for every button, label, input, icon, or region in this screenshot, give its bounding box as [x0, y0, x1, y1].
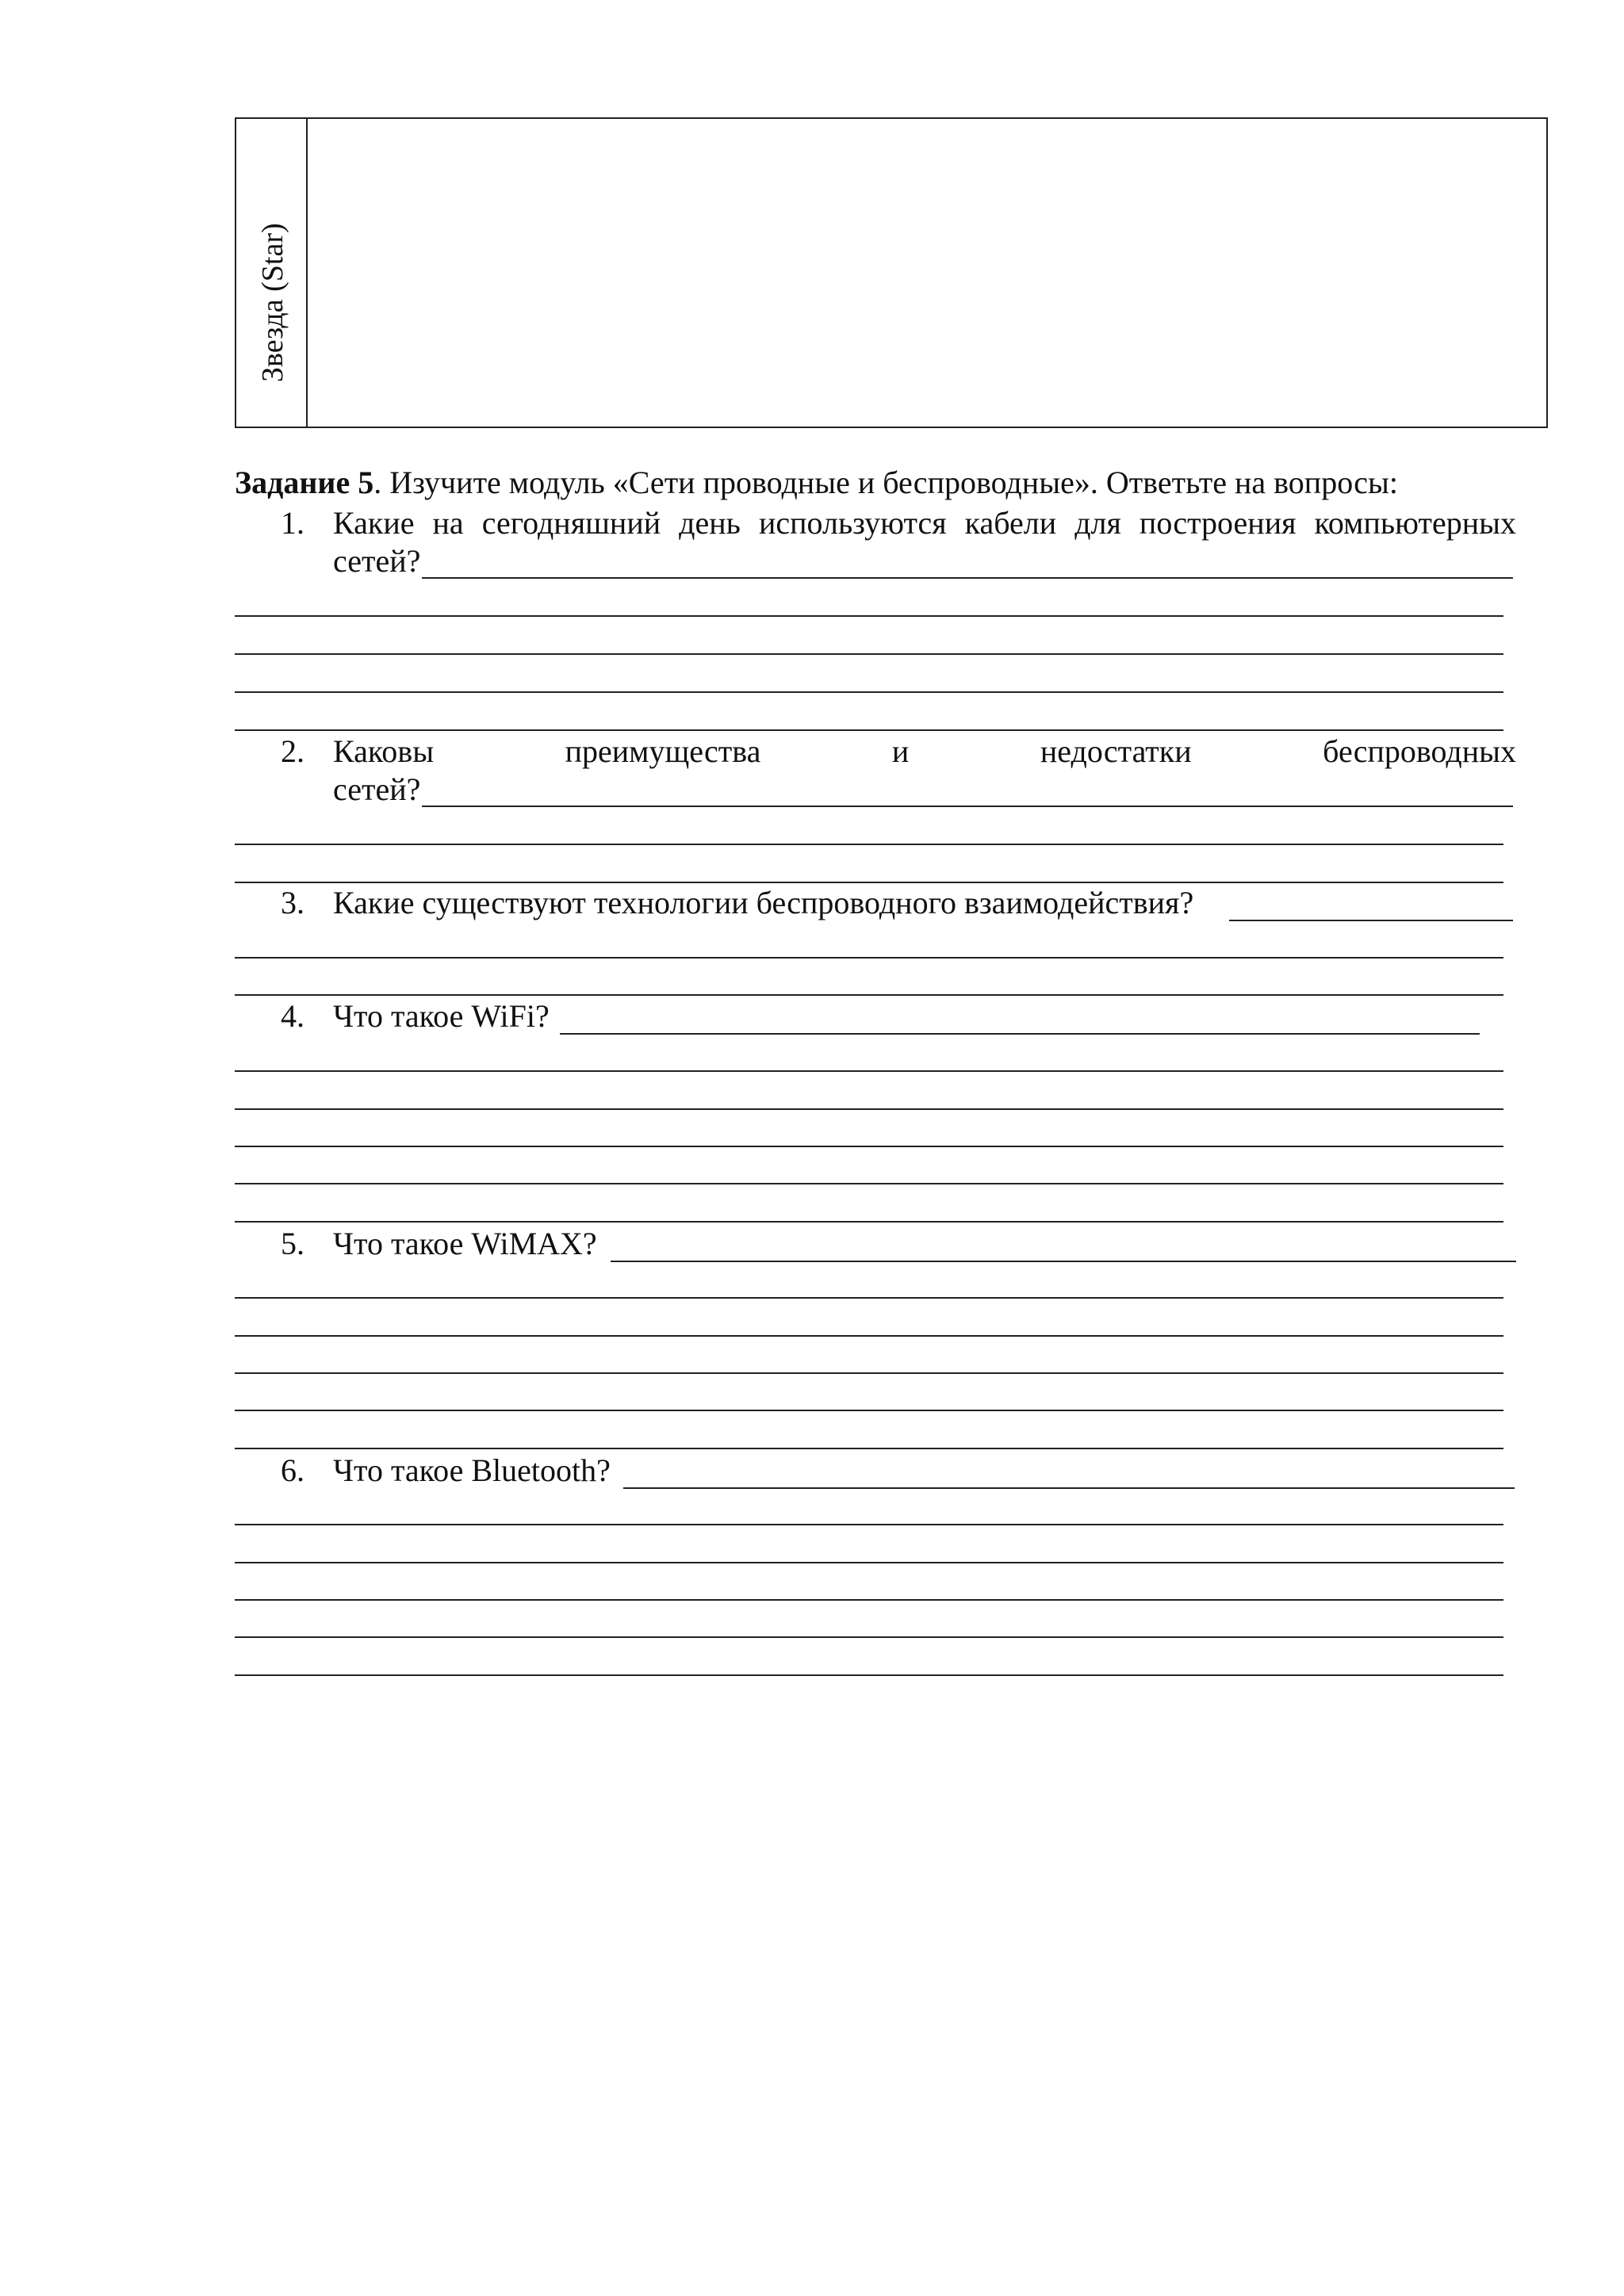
question-3-text: Какие существуют технологии беспроводного взаимодействия?: [333, 885, 1194, 920]
task-number: Задание 5: [235, 465, 374, 500]
answer-line[interactable]: [235, 1108, 1503, 1110]
question-5-number: 5.: [281, 1226, 304, 1261]
q1-word: сегодняшний: [481, 505, 661, 541]
q1-word: кабели: [964, 505, 1057, 541]
q2-word: беспроводных: [1323, 733, 1516, 769]
task-instruction: . Изучите модуль «Сети проводные и беспроводные». Ответьте на вопросы:: [373, 465, 1398, 500]
answer-line[interactable]: [235, 994, 1503, 996]
q1-word: построения: [1139, 505, 1297, 541]
answer-line[interactable]: [235, 1183, 1503, 1184]
q2-word: преимущества: [565, 733, 761, 769]
question-2-line2: сетей?: [333, 771, 421, 807]
task-heading: [235, 464, 1398, 501]
answer-line[interactable]: [235, 1524, 1503, 1525]
answer-line[interactable]: [235, 1221, 1503, 1223]
star-answer-cell[interactable]: [308, 119, 1546, 427]
answer-line[interactable]: [235, 729, 1503, 731]
answer-line[interactable]: [235, 1674, 1503, 1676]
q1-word: Какие: [333, 505, 415, 541]
question-1-line2: сетей?: [333, 543, 421, 579]
q1-word: день: [679, 505, 741, 541]
q2-word: Каковы: [333, 733, 435, 769]
answer-line[interactable]: [235, 653, 1503, 655]
question-4-number: 4.: [281, 998, 304, 1034]
question-5-text: Что такое WiMAX?: [333, 1226, 597, 1261]
answer-line[interactable]: [235, 1636, 1503, 1638]
q1-word: на: [432, 505, 464, 541]
answer-line[interactable]: [235, 1070, 1503, 1072]
question-6-inline-blank[interactable]: [623, 1487, 1515, 1489]
row-label-cell: [236, 119, 308, 427]
answer-line[interactable]: [235, 1372, 1503, 1374]
question-3-number: 3.: [281, 885, 304, 920]
question-6-number: 6.: [281, 1452, 304, 1488]
row-label-star: Звезда (Star): [256, 223, 289, 382]
answer-line[interactable]: [235, 1410, 1503, 1411]
answer-line[interactable]: [235, 1562, 1503, 1563]
answer-line[interactable]: [235, 1448, 1503, 1449]
question-4-inline-blank[interactable]: [560, 1033, 1480, 1035]
answer-line[interactable]: [235, 1297, 1503, 1299]
answer-line[interactable]: [235, 1146, 1503, 1147]
question-1-inline-blank[interactable]: [422, 577, 1513, 579]
question-2-line1: [333, 733, 1516, 771]
question-1-line1: [333, 504, 1516, 542]
q1-word: для: [1074, 505, 1121, 541]
answer-line[interactable]: [235, 691, 1503, 693]
answer-line[interactable]: [235, 1335, 1503, 1337]
answer-line[interactable]: [235, 882, 1503, 883]
q1-word: компьютерных: [1314, 505, 1516, 541]
question-6-text: Что такое Bluetooth?: [333, 1452, 611, 1488]
answer-line[interactable]: [235, 957, 1503, 959]
question-3-inline-blank[interactable]: [1229, 920, 1513, 921]
topology-table: [235, 117, 1548, 428]
question-2-number: 2.: [281, 733, 304, 769]
answer-line[interactable]: [235, 1599, 1503, 1601]
question-5-inline-blank[interactable]: [611, 1261, 1516, 1262]
question-4-text: Что такое WiFi?: [333, 998, 550, 1034]
question-2-inline-blank[interactable]: [422, 806, 1513, 807]
question-1-number: 1.: [281, 505, 304, 541]
q2-word: и: [891, 733, 910, 769]
answer-line[interactable]: [235, 615, 1503, 617]
q1-word: используются: [758, 505, 947, 541]
answer-line[interactable]: [235, 844, 1503, 845]
q2-word: недостатки: [1040, 733, 1192, 769]
